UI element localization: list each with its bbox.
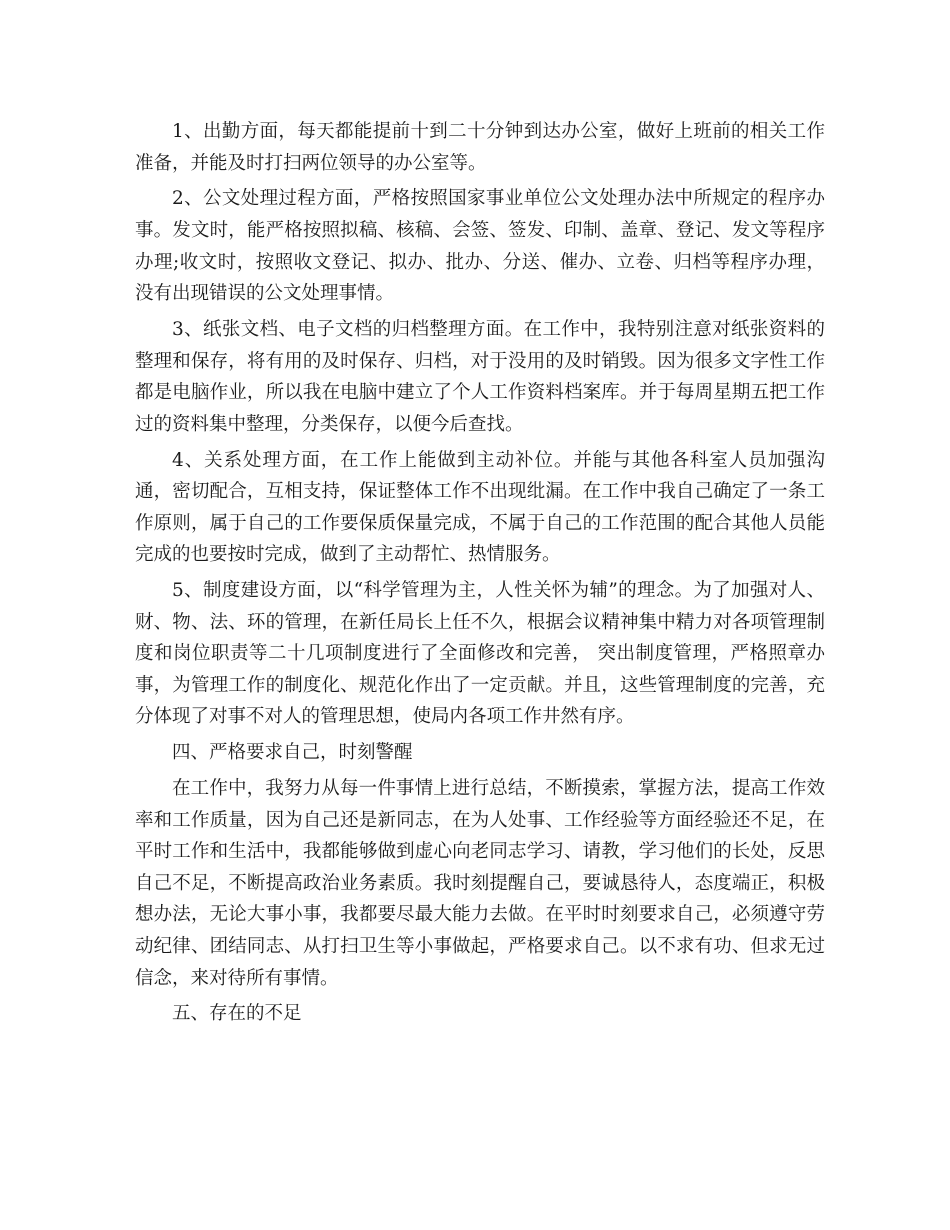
paragraph-archiving: 3、纸张文档、电子文档的归档整理方面。在工作中，我特别注意对纸张资料的整理和保存，将有用的及时保存、归档，对于没用的及时销毁。因为很多文字性工作都是电脑作业，所以我在电脑中建立了个人工作资料档案库。并于每周星期五把工作过的资料集中整理，分类保存，以便今后查找。: [135, 318, 825, 435]
paragraph-system-building: 5、制度建设方面，以“科学管理为主，人性关怀为辅”的理念。为了加强对人、财、物、法、环的管理，在新任局长上任不久，根据会议精神集中精力对各项管理制度和岗位职责等二十几项制度进行了全面修改和完善， 突出制度管理，严格照章办事，为管理工作的制度化、规范化作出了一定贡献。并且，这些管理制度的完善，充分体现了对事不对人的管理思想，使局内各项工作井然有序。: [135, 580, 825, 728]
paragraph-self-discipline: 在工作中，我努力从每一件事情上进行总结，不断摸索，掌握方法，提高工作效率和工作质量，因为自己还是新同志，在为人处事、工作经验等方面经验还不足，在平时工作和生活中，我都能够做到虚心向老同志学习、请教，学习他们的长处，反思自己不足，不断提高政治业务素质。我时刻提醒自己，要诚恳待人，态度端正，积极想办法，无论大事小事，我都要尽最大能力去做。在平时时刻要求自己，必须遵守劳动纪律、团结同志、从打扫卫生等小事做起，严格要求自己。以不求有功、但求无过信念，来对待所有事情。: [135, 778, 825, 989]
document-body: [135, 116, 825, 1034]
section-heading-self-discipline: 四、严格要求自己，时刻警醒: [172, 742, 413, 764]
section-heading-shortcomings: 五、存在的不足: [172, 1003, 302, 1025]
paragraph-document-processing: 2、公文处理过程方面，严格按照国家事业单位公文处理办法中所规定的程序办事。发文时，能严格按照拟稿、核稿、会签、签发、印制、盖章、登记、发文等程序办理;收文时，按照收文登记、拟办、批办、分送、催办、立卷、归档等程序办理，没有出现错误的公文处理事情。: [135, 188, 825, 305]
paragraph-relationships: 4、关系处理方面，在工作上能做到主动补位。并能与其他各科室人员加强沟通，密切配合，互相支持，保证整体工作不出现纰漏。在工作中我自己确定了一条工作原则，属于自己的工作要保质保量完成，不属于自己的工作范围的配合其他人员能完成的也要按时完成，做到了主动帮忙、热情服务。: [135, 449, 825, 566]
paragraph-attendance: 1、出勤方面，每天都能提前十到二十分钟到达办公室，做好上班前的相关工作准备，并能及时打扫两位领导的办公室等。: [135, 121, 825, 174]
